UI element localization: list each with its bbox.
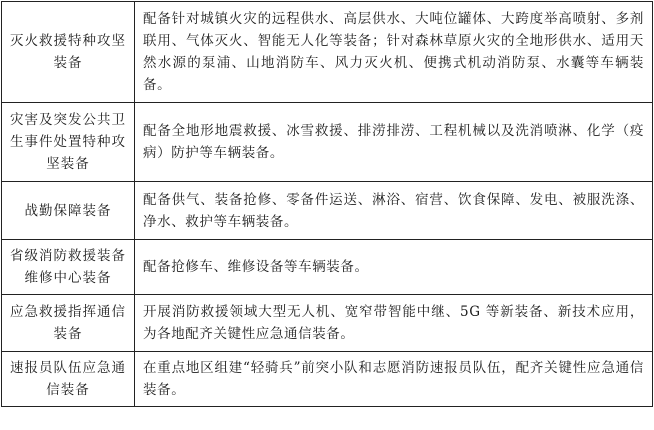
row-category: 战勤保障装备 [2, 182, 135, 240]
table-row [2, 182, 653, 240]
equipment-table [1, 1, 653, 407]
table-row [2, 2, 653, 103]
row-description: 配备针对城镇火灾的远程供水、高层供水、大吨位罐体、大跨度举高喷射、多剂联用、气体灭火、智能无人化等装备；针对森林草原火灾的全地形供水、适用天然水源的泵浦、山地消防车、风力灭火机、便携式机动消防泵、水囊等车辆装备。 [135, 2, 653, 103]
row-category: 灭火救援特种攻坚装备 [2, 2, 135, 103]
row-category: 速报员队伍应急通信装备 [2, 352, 135, 407]
row-description: 配备抢修车、维修设备等车辆装备。 [135, 240, 653, 295]
table-row [2, 240, 653, 295]
row-description: 在重点地区组建“轻骑兵”前突小队和志愿消防速报员队伍，配齐关键性应急通信装备。 [135, 352, 653, 407]
row-category: 灾害及突发公共卫生事件处置特种攻坚装备 [2, 103, 135, 182]
row-description: 配备供气、装备抢修、零备件运送、淋浴、宿营、饮食保障、发电、被服洗涤、净水、救护等车辆装备。 [135, 182, 653, 240]
row-category: 应急救援指挥通信装备 [2, 295, 135, 352]
row-description: 开展消防救援领域大型无人机、宽窄带智能中继、5G 等新装备、新技术应用，为各地配齐关键性应急通信装备。 [135, 295, 653, 352]
table-row [2, 295, 653, 352]
table-row [2, 103, 653, 182]
row-category: 省级消防救援装备维修中心装备 [2, 240, 135, 295]
table-row [2, 352, 653, 407]
row-description: 配备全地形地震救援、冰雪救援、排涝排涝、工程机械以及洗消喷淋、化学（疫病）防护等车辆装备。 [135, 103, 653, 182]
